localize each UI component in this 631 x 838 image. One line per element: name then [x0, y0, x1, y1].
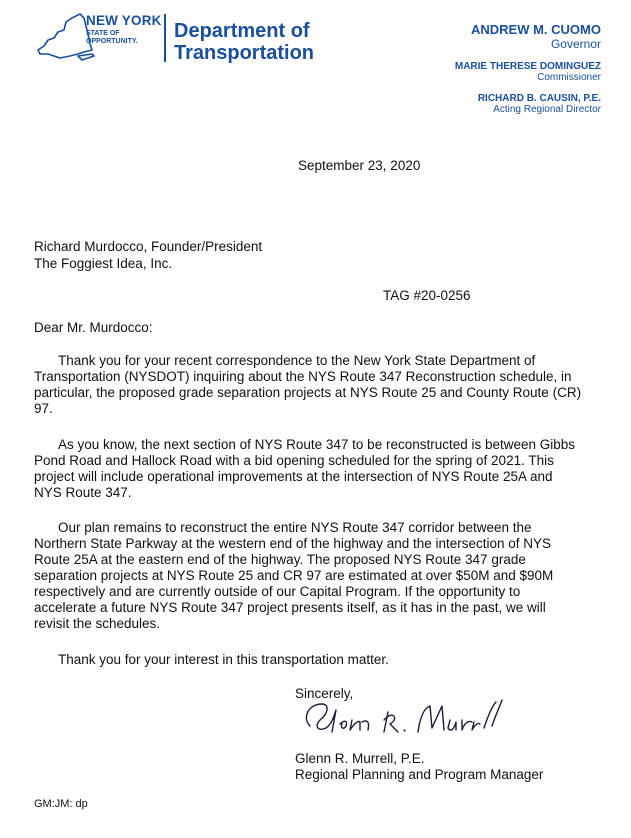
official-title: Governor — [550, 37, 601, 51]
recipient-line: The Foggiest Idea, Inc. — [34, 256, 173, 271]
tag-number: TAG #20-0256 — [383, 288, 471, 303]
signer-title: Regional Planning and Program Manager — [295, 767, 544, 782]
body-paragraph: Thank you for your recent correspondence to the New York State Department of Transportation (NYSDOT) inquiring about the NYS Route 347 Reconstruction schedule, in particular, the proposed grade separation projects at NYS Route 25 and County Route (CR) 97. — [34, 353, 582, 416]
officials-block — [455, 22, 601, 125]
handwritten-signature — [296, 696, 506, 742]
state-logo-text — [86, 14, 162, 45]
body-paragraph: Our plan remains to reconstruct the entire NYS Route 347 corridor between the Northern State Parkway at the western end of the highway and the intersection of NYS Route 25A at the eastern end of the highway. The proposed NYS Route 347 grade separation projects at NYS Route 25 and CR 97 are estimated at over $50M and $90M respectively and are currently outside of our Capital Program. If the opportunity to accelerate a future NYS Route 347 project presents itself, as it has in the past, we will revisit the schedules. — [34, 520, 554, 631]
letterhead-divider — [164, 14, 166, 62]
official-name: MARIE THERESE DOMINGUEZ — [454, 61, 601, 72]
department-name-line2: Transportation — [174, 42, 315, 64]
recipient-address — [34, 238, 262, 272]
official-title: Commissioner — [537, 72, 601, 83]
official-governor — [455, 22, 601, 51]
department-name-line1: Department of — [174, 20, 310, 42]
body-paragraph: As you know, the next section of NYS Route 347 to be reconstructed is between Gibbs Pond Road and Hallock Road with a bid opening scheduled for the spring of 2021. This project will include operational improvements at the intersection of NYS Route 25A and NYS Route 347. — [34, 437, 576, 500]
letter-date: September 23, 2020 — [298, 158, 421, 173]
department-name — [174, 20, 314, 64]
official-title: Acting Regional Director — [493, 104, 601, 115]
closing: Sincerely, — [295, 686, 354, 701]
signer-name: Glenn R. Murrell, P.E. — [295, 751, 425, 766]
body-paragraph: Thank you for your interest in this transportation matter. — [58, 652, 389, 667]
recipient-line: Richard Murdocco, Founder/President — [34, 239, 263, 254]
signer-block — [295, 751, 543, 783]
state-name-line2: STATE OF — [86, 29, 120, 37]
state-name-line3: OPPORTUNITY. — [86, 37, 138, 45]
official-name: ANDREW M. CUOMO — [471, 22, 601, 37]
salutation: Dear Mr. Murdocco: — [34, 320, 153, 335]
typist-initials: GM:JM: dp — [34, 798, 88, 810]
state-name-line1: NEW YORK — [86, 13, 162, 28]
official-regional-director — [455, 93, 601, 115]
official-commissioner — [455, 61, 601, 83]
letterhead — [0, 0, 631, 140]
official-name: RICHARD B. CAUSIN, P.E. — [477, 93, 601, 104]
